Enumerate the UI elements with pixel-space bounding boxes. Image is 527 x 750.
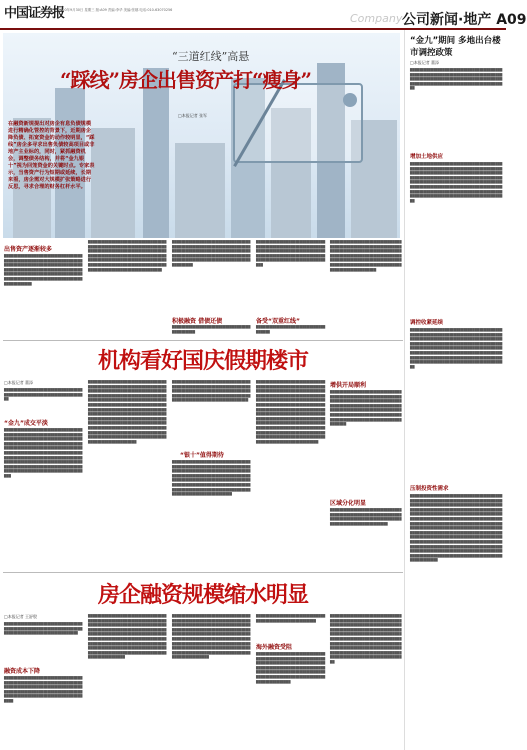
- article2-headline: 机构看好国庆假期楼市: [97, 348, 308, 374]
- article2-subhead-4: 区域分化明显: [330, 500, 367, 507]
- article2-byline: □本报记者 董添: [4, 380, 34, 385]
- lead-paragraph: [8, 121, 95, 216]
- article1-subhead-3: 备受“双重红线”: [256, 318, 300, 325]
- header-rule: [0, 28, 506, 30]
- article1-col-4b: ████████████████████████████████████: [256, 325, 326, 334]
- sidebar-body-4: ████████████████████████████████████████████████████████████████████████████████████████████████████████████████████████████████████████████████████████████████████████████████████████████████████████████████████████████████████████████████████████████████████████████████████████████████████████████████████████████████████████████████████████████████████████████████████████████████████████████████████████████████████████████████████████████████████████████████████████████████████████████████████████████████████████████████████████████████████████████████████████████: [410, 494, 503, 563]
- article3-subhead-1: 融资成本下降: [4, 668, 41, 675]
- article2-col-5a: ████████████████████████████████████████████████████████████████████████████████████████████████████████████████████████████████████████████████████████████████████████████████████████████████████████████████████████████████: [330, 390, 402, 427]
- sidebar-subhead-1: 增加土地供应: [410, 154, 444, 160]
- masthead: 中国证券报: [4, 6, 65, 21]
- article2-col-3a: █████████████████████████████████████████████████████████████████████████████████████████████████████████████████████████████████████████████████████████████████████████: [172, 380, 251, 403]
- hero-kicker: “三道红线”高悬: [172, 50, 250, 63]
- section-english-label: Company: [350, 12, 403, 25]
- sidebar-body-3: ██████████████████████████████████████████████████████████████████████████████████████████████████████████████████████████████████████████████████████████████████████████████████████████████████████████████████████████████████████████████████████████████████████████████████████████████████████████████████████████████████: [410, 328, 503, 369]
- dateline: 2020年9月30日 星期三 版:A09 责编:李华 美编:张娜 电话:010-63070256: [58, 8, 173, 12]
- section-divider-1: [3, 340, 403, 341]
- column-divider: [404, 30, 405, 750]
- hero-headline: “踩线”房企出售资产打“瘦身”: [60, 68, 312, 92]
- article1-col-3: ███████████████████████████████████████████████████████████████████████████████████████████████████████████████████████████████████████████████████████████████████████████████████: [172, 240, 251, 267]
- sidebar-byline: □本报记者 董添: [410, 60, 440, 65]
- article3-col-4b: ███████████████████████████████████████████████████████████████████████████████████████████████████████████████████████████████████████████████████████████████████████████████████████████████████: [256, 652, 326, 684]
- article3-col-3: ██████████████████████████████████████████████████████████████████████████████████████████████████████████████████████████████████████████████████████████████████████████████████████████████████████████████████████████████████████████████████████████████████████████████████████████████████████████████████████████████████: [172, 614, 251, 660]
- article3-col-4a: ████████████████████████████████████████████████████████: [256, 614, 326, 623]
- sidebar-subhead-2: 调控收紧延续: [410, 320, 444, 326]
- article3-col-2: ██████████████████████████████████████████████████████████████████████████████████████████████████████████████████████████████████████████████████████████████████████████████████████████████████████████████████████████████████████████████████████████████████████████████████████████████████████████████████████████████████: [88, 614, 167, 660]
- article1-col-5: ██████████████████████████████████████████████████████████████████████████████████████████████████████████████████████████████████████████████████████████████████████████████████████████████████████████████: [330, 240, 402, 272]
- section-divider-2: [3, 572, 403, 573]
- article3-col-1a: ████████████████████████████████████████████████████████████████████████████████████████████████████: [4, 622, 83, 636]
- article1-col-4: █████████████████████████████████████████████████████████████████████████████████████████████████████████████████████████████████████████████████████████: [256, 240, 326, 267]
- article2-subhead-1: “金九”成交平淡: [4, 420, 48, 427]
- article3-col-5: ████████████████████████████████████████████████████████████████████████████████████████████████████████████████████████████████████████████████████████████████████████████████████████████████████████████████████████████████████████████████████████████████████████████████████████████████████████████████████████: [330, 614, 402, 664]
- hero-byline: □本报记者 张军: [178, 113, 208, 118]
- sidebar-body-2: ██████████████████████████████████████████████████████████████████████████████████████████████████████████████████████████████████████████████████████████████████████████████████████████████████████████████████████████████████████████████████████████████████████████████████████████████████████████████████████████████████: [410, 162, 503, 203]
- lead-text: 在融资新规提出对房企有息负债规模进行精确化管控的背景下，近期房企降负债、拓宽资金的动作较明显，“踩线”房企多寻求出售负债较高项目或非地产主业标的，同时，紧抓融资机会，调整债务结构，并将“金九银十”视为回笼资金的关键时点。专家表示，当售资产行为短期或延续，长期来看，房企需对大规模扩张策略进行反思，寻求合理的财务杠杆水平。: [8, 121, 95, 190]
- article2-col-3b: ████████████████████████████████████████████████████████████████████████████████████████████████████████████████████████████████████████████████████████████████████████████████████████████████████████████████████████████████████████████████████████████████████████: [172, 460, 251, 497]
- article2-col-1a: ██████████████████████████████████████████████████████████████████████: [4, 388, 83, 402]
- article1-col-3b: ████████████████████████████████████████████: [172, 325, 251, 334]
- article3-byline: □本报记者 王舒殷: [4, 614, 38, 619]
- article3-col-1b: ██████████████████████████████████████████████████████████████████████████████████████████████████████████████████████████████████████████████████████████████████████████████: [4, 676, 83, 703]
- article2-col-5b: ██████████████████████████████████████████████████████████████████████████████████████████████████████████████████████: [330, 508, 402, 526]
- article1-col-2: ████████████████████████████████████████████████████████████████████████████████████████████████████████████████████████████████████████████████████████████████████████████████████████████████████████████████████████████████████████████: [88, 240, 167, 272]
- article1-subhead-2: 积极融资 借债还债: [172, 318, 223, 325]
- article1-subhead-1: 出售资产逐渐较多: [4, 246, 53, 253]
- article1-col-1: ████████████████████████████████████████████████████████████████████████████████████████████████████████████████████████████████████████████████████████████████████████████████████████████████████████████████████████: [4, 254, 83, 286]
- section-title: 公司新闻·地产 A09: [402, 12, 527, 28]
- sidebar-headline: “金九”期间 多地出台楼市调控政策: [410, 36, 501, 58]
- sidebar-body-1: ██████████████████████████████████████████████████████████████████████████████████████████████████████████████████████████████████████████████████████████████████: [410, 68, 503, 91]
- sidebar-subhead-3: 压制投资性需求: [410, 486, 449, 492]
- article2-col-2: ███████████████████████████████████████████████████████████████████████████████████████████████████████████████████████████████████████████████████████████████████████████████████████████████████████████████████████████████████████████████████████████████████████████████████████████████████████████████████████████████████████████████████████████████████████████████████████████████████████████████████████████████████████████████████████████████████████████████: [88, 380, 167, 444]
- article2-subhead-3: 增供开局顺利: [330, 382, 367, 389]
- article2-col-1b: ███████████████████████████████████████████████████████████████████████████████████████████████████████████████████████████████████████████████████████████████████████████████████████████████████████████████████████████████████████████████████████████████████████████████████████████████████████████████████████████████████████████████████████: [4, 428, 83, 478]
- article3-subhead-2: 海外融资受阻: [256, 644, 293, 651]
- article2-col-4: █████████████████████████████████████████████████████████████████████████████████████████████████████████████████████████████████████████████████████████████████████████████████████████████████████████████████████████████████████████████████████████████████████████████████████████████████████████████████████████████████████████████████████████████████████████████████████████████████████████████████████████████████: [256, 380, 326, 444]
- article3-headline: 房企融资规模缩水明显: [97, 582, 308, 608]
- article2-subhead-2: “银十”值得期待: [180, 452, 224, 459]
